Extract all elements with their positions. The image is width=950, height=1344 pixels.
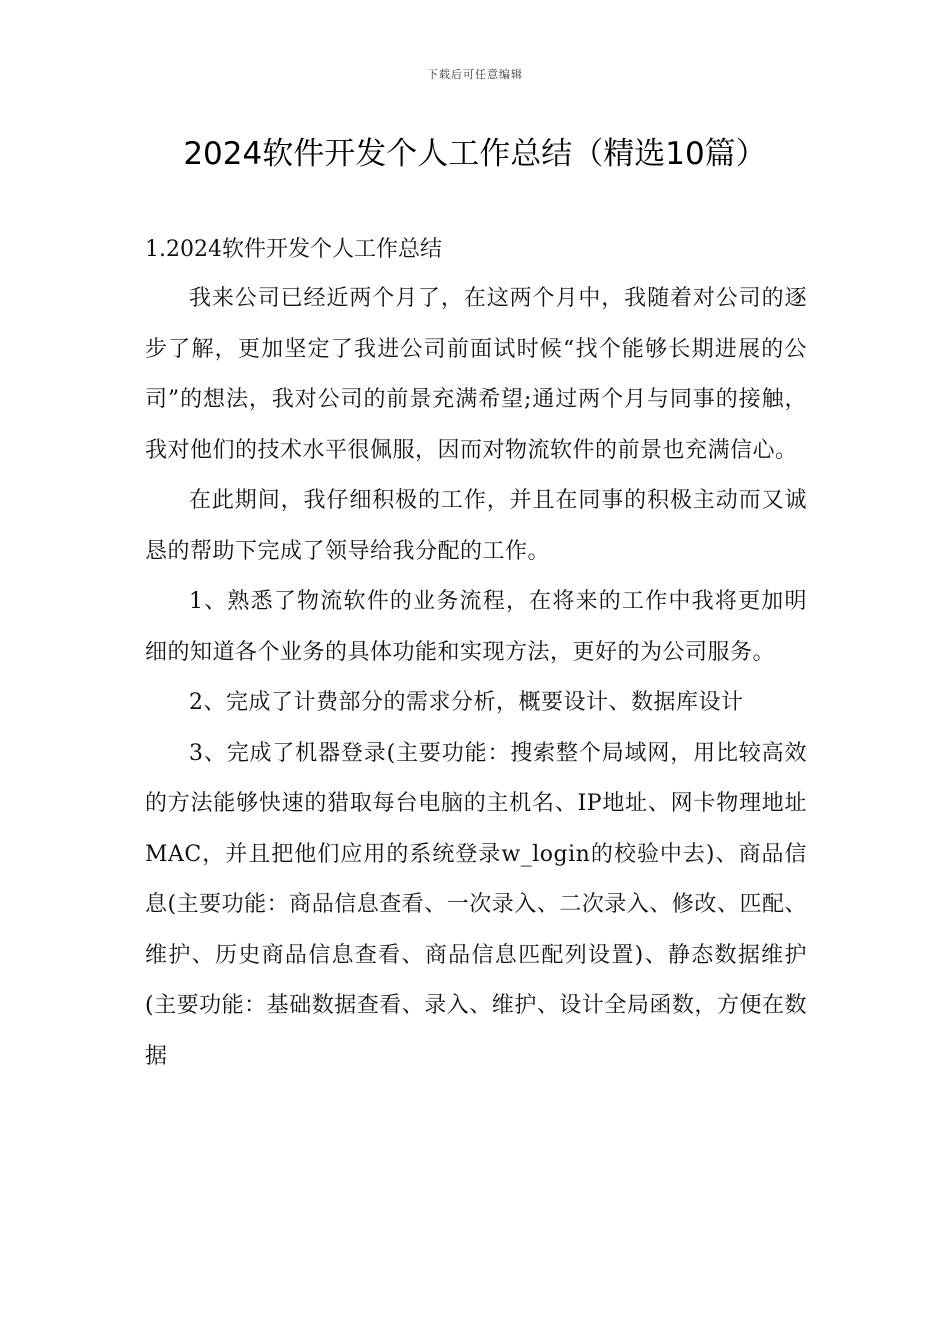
paragraph-work-period: 在此期间，我仔细积极的工作，并且在同事的积极主动而又诚恳的帮助下完成了领导给我分配的工作。 [145,488,807,564]
section-heading: 1.2024软件开发个人工作总结 [145,237,442,262]
paragraph-intro: 我来公司已经近两个月了，在这两个月中，我随着对公司的逐步了解，更加坚定了我进公司前面试时候“找个能够长期进展的公司”的想法，我对公司的前景充满希望;通过两个月与同事的接触，我对他们的技术水平很佩服，因而对物流软件的前景也充满信心。 [145,286,807,463]
header-note: 下载后可任意编辑 [427,68,523,81]
paragraph-item-1: 1、熟悉了物流软件的业务流程，在将来的工作中我将更加明细的知道各个业务的具体功能和实现方法，更好的为公司服务。 [145,589,807,665]
document-body [145,226,807,1082]
paragraph-item-2: 2、完成了计费部分的需求分析，概要设计、数据库设计 [189,690,744,715]
paragraph-item-3: 3、完成了机器登录(主要功能：搜索整个局域网，用比较高效的方法能够快速的猎取每台电脑的主机名、IP地址、网卡物理地址MAC，并且把他们应用的系统登录w_login的校验中去)、商品信息(主要功能：商品信息查看、一次录入、二次录入、修改、匹配、维护、历史商品信息查看、商品信息匹配列设置)、静态数据维护(主要功能：基础数据查看、录入、维护、设计全局函数，方便在数据 [145,740,807,1069]
document-title: 2024软件开发个人工作总结（精选10篇） [183,136,767,172]
